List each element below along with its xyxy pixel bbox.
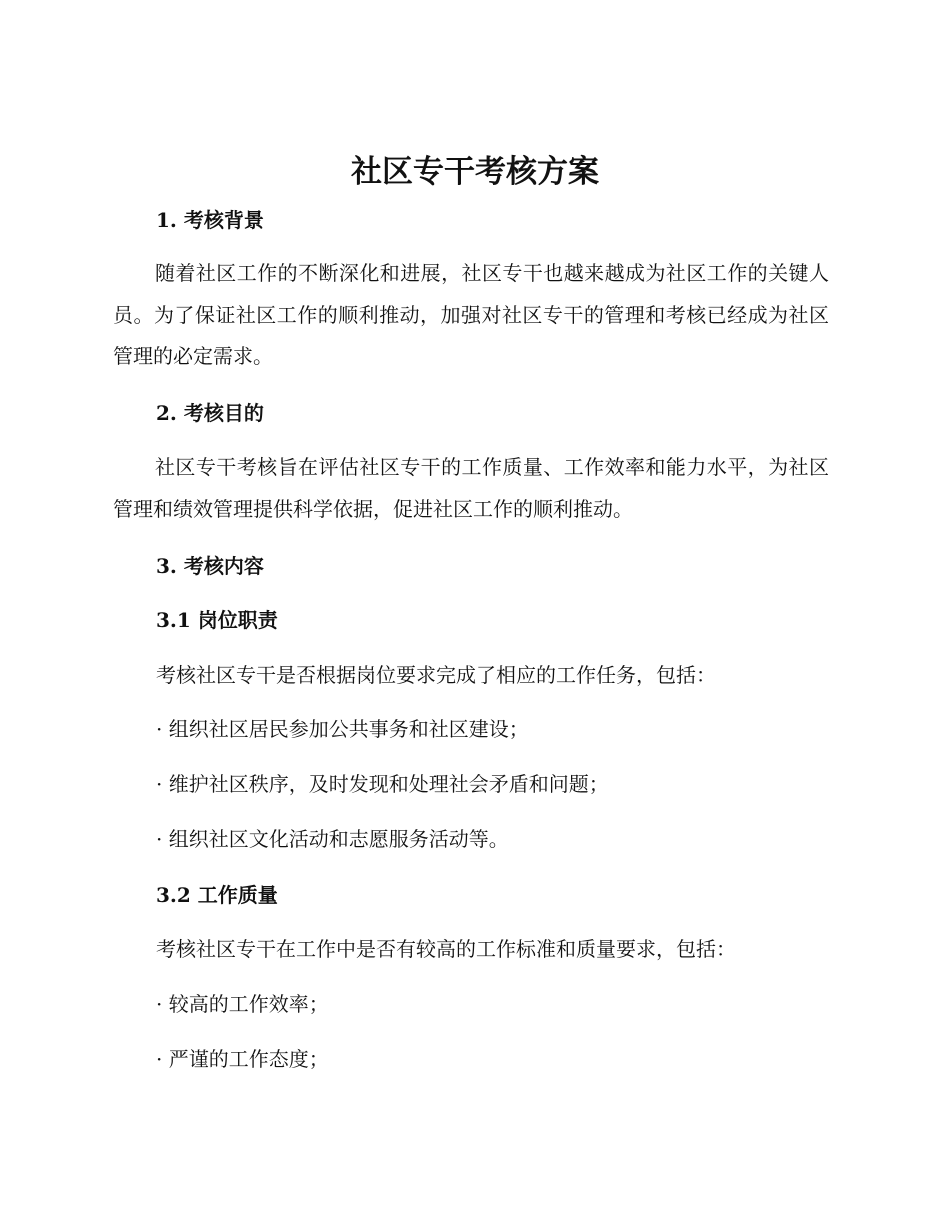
quality-intro: 考核社区专干在工作中是否有较高的工作标准和质量要求，包括：: [156, 937, 736, 961]
paragraph-purpose: 社区专干考核旨在评估社区专干的工作质量、工作效率和能力水平，为社区管理和绩效管理提供科学依据，促进社区工作的顺利推动。: [113, 455, 829, 521]
list-item: · 组织社区居民参加公共事务和社区建设；: [156, 717, 529, 741]
section-heading-quality: 3.2 工作质量: [156, 883, 278, 907]
paragraph-background: 随着社区工作的不断深化和进展，社区专干也越来越成为社区工作的关键人员。为了保证社区工作的顺利推动，加强对社区专干的管理和考核已经成为社区管理的必定需求。: [113, 261, 829, 368]
section-heading-background: 1. 考核背景: [156, 208, 264, 232]
duties-intro: 考核社区专干是否根据岗位要求完成了相应的工作任务，包括：: [156, 663, 716, 687]
list-item: · 较高的工作效率；: [156, 992, 329, 1016]
section-heading-purpose: 2. 考核目的: [156, 401, 264, 425]
list-item: · 组织社区文化活动和志愿服务活动等。: [156, 827, 509, 851]
section-heading-content: 3. 考核内容: [156, 554, 264, 578]
section-heading-duties: 3.1 岗位职责: [156, 608, 278, 632]
list-item: · 维护社区秩序，及时发现和处理社会矛盾和问题；: [156, 772, 609, 796]
document-title: 社区专干考核方案: [351, 154, 599, 190]
list-item: · 严谨的工作态度；: [156, 1047, 329, 1071]
